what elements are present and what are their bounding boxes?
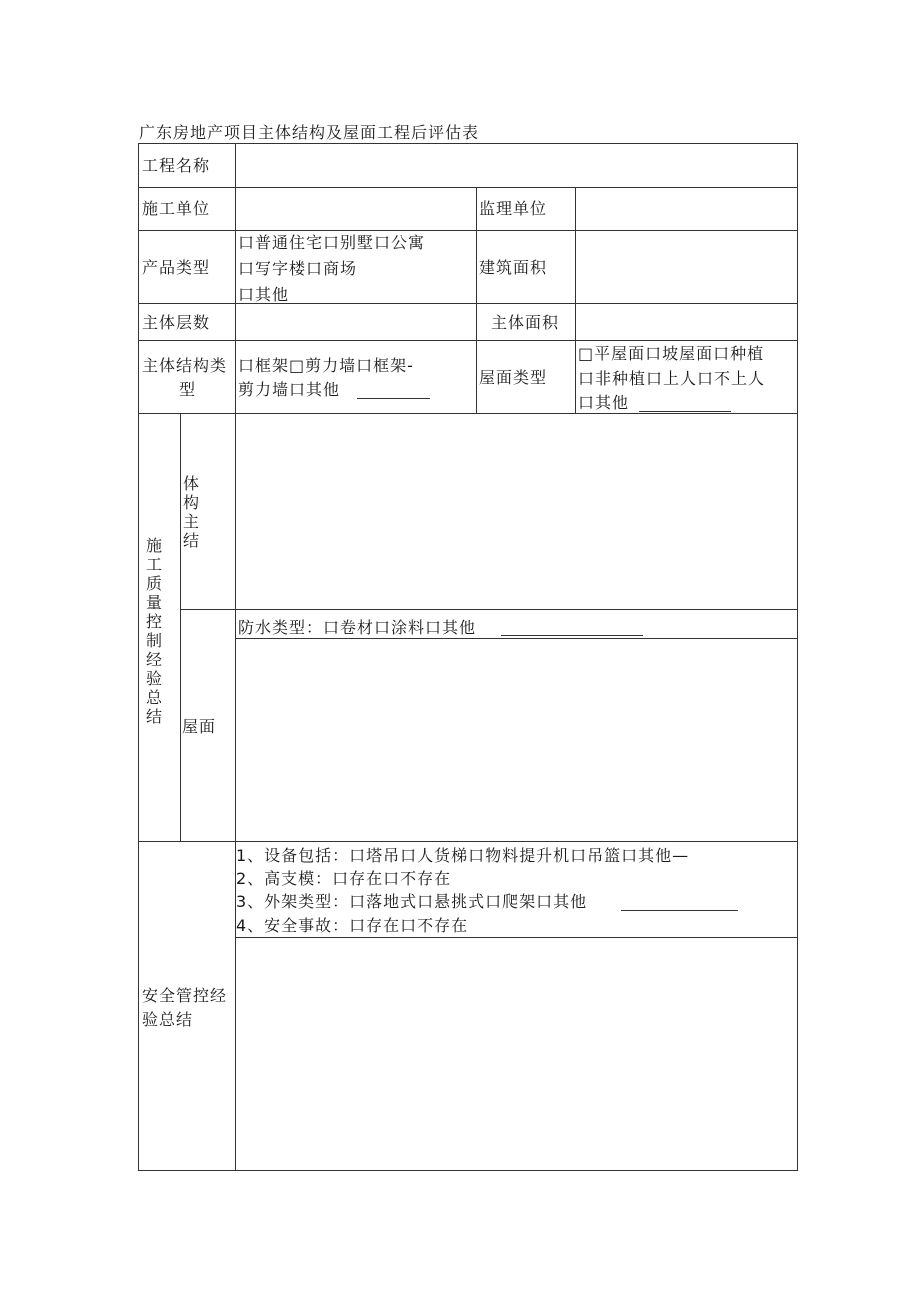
waterproof-other-blank[interactable] xyxy=(501,635,643,636)
safety-item[interactable]: 2、高支模：口存在口不存在 xyxy=(236,869,452,888)
safety-item[interactable]: 1、设备包括：口塔吊口人货梯口物料提升机口吊篮口其他— xyxy=(236,846,690,865)
supervision-unit-label: 监理单位 xyxy=(479,199,548,218)
project-name-label: 工程名称 xyxy=(142,156,211,175)
structure-summary-field[interactable] xyxy=(236,414,798,609)
roof-type-option-line[interactable]: 口其他 xyxy=(578,393,630,412)
structure-label: 体构主结 xyxy=(182,474,199,550)
main-area-label: 主体面积 xyxy=(491,313,560,332)
roof-type-label: 屋面类型 xyxy=(479,368,548,387)
structure-other-blank[interactable] xyxy=(357,398,430,399)
safety-section-label-cont: 验总结 xyxy=(142,1010,194,1029)
safety-item[interactable]: 4、安全事故：口存在口不存在 xyxy=(236,916,469,935)
supervision-unit-field[interactable] xyxy=(576,188,798,230)
quality-section-label: 施工质量控制经验总结 xyxy=(145,536,162,726)
product-type-label: 产品类型 xyxy=(142,258,211,277)
roof-type-option-line[interactable]: □平屋面口坡屋面口种植 xyxy=(578,344,765,363)
product-type-option-line[interactable]: 口写字楼口商场 xyxy=(238,259,358,278)
evaluation-form-table xyxy=(138,143,798,1171)
roof-other-blank[interactable] xyxy=(639,411,731,412)
row-divider xyxy=(180,609,798,610)
building-area-label: 建筑面积 xyxy=(479,258,548,277)
construction-unit-field[interactable] xyxy=(236,188,476,230)
row-divider xyxy=(139,340,798,341)
safety-section-label: 安全管控经 xyxy=(142,986,228,1005)
roof-summary-field[interactable] xyxy=(236,639,798,841)
column-divider xyxy=(476,187,477,413)
floors-field[interactable] xyxy=(236,304,476,340)
main-area-field[interactable] xyxy=(576,304,798,340)
project-name-field[interactable] xyxy=(236,144,798,187)
roof-type-option-line[interactable]: 口非种植口上人口不上人 xyxy=(578,369,766,388)
structure-type-option-line[interactable]: 剪力墙口其他 xyxy=(238,380,341,399)
scaffold-other-blank[interactable] xyxy=(621,910,738,911)
product-type-option-line[interactable]: 口其他 xyxy=(238,285,290,304)
construction-unit-label: 施工单位 xyxy=(142,199,211,218)
form-title: 广东房地产项目主体结构及屋面工程后评估表 xyxy=(139,123,480,142)
roof-label: 屋面 xyxy=(182,717,217,736)
safety-summary-field[interactable] xyxy=(236,938,798,1170)
structure-type-option-line[interactable]: 口框架□剪力墙口框架- xyxy=(238,356,414,375)
floors-label: 主体层数 xyxy=(142,313,211,332)
row-divider xyxy=(139,841,798,842)
product-type-option-line[interactable]: 口普通住宅口别墅口公寓 xyxy=(238,233,426,252)
waterproof-type-line[interactable]: 防水类型：口卷材口涂料口其他 xyxy=(238,618,477,637)
structure-type-label: 主体结构类 xyxy=(142,356,228,375)
safety-item[interactable]: 3、外架类型：口落地式口悬挑式口爬架口其他 xyxy=(236,892,588,911)
structure-type-label-cont: 型 xyxy=(179,380,197,399)
building-area-field[interactable] xyxy=(576,231,798,303)
column-divider xyxy=(180,413,181,841)
